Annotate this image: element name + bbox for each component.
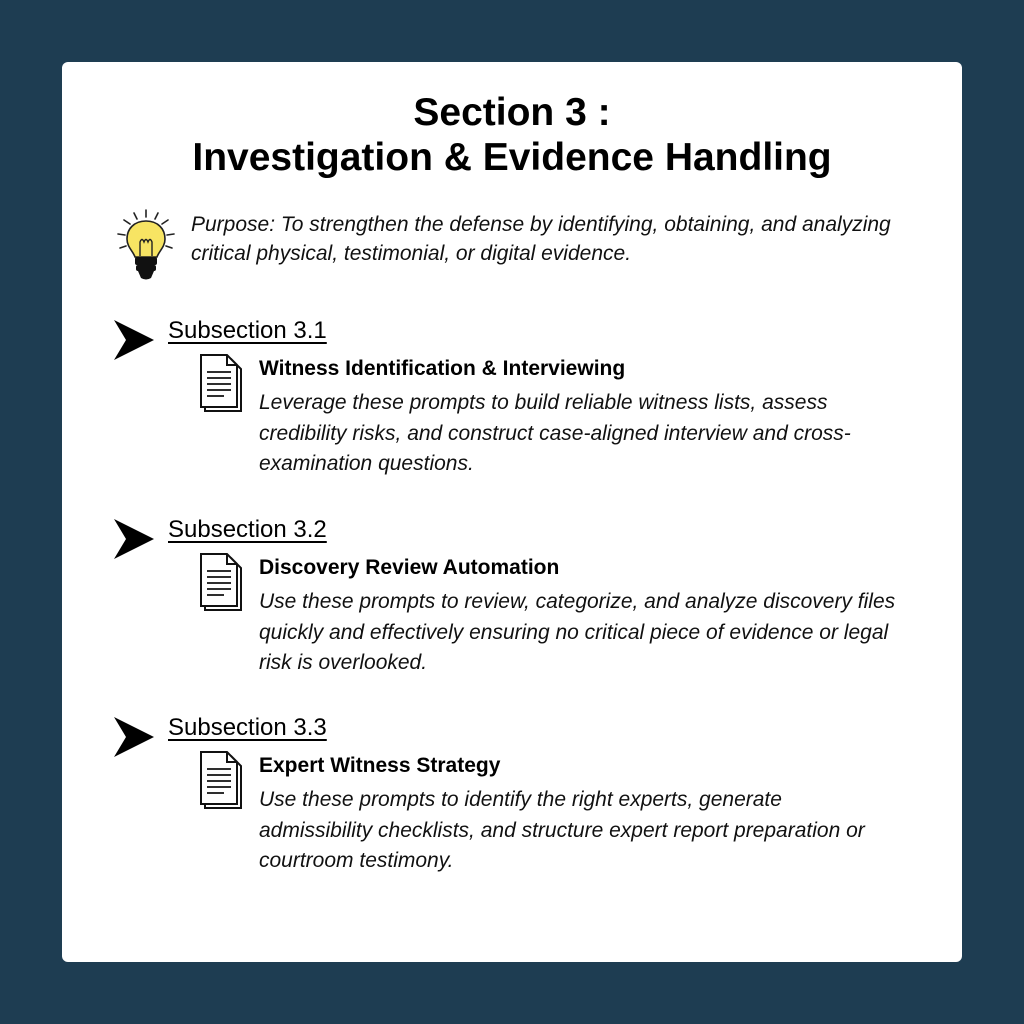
subsection-3-2	[112, 513, 932, 693]
arrow-pointer-icon	[112, 715, 156, 759]
subsection-title: Discovery Review Automation	[259, 556, 560, 579]
document-icon	[198, 751, 246, 811]
subsection-3-1	[112, 314, 932, 494]
title-line-2: Investigation & Evidence Handling	[192, 136, 832, 179]
subsection-heading: Subsection 3.2	[168, 516, 327, 543]
subsection-description: Use these prompts to identify the right experts, generate admissibility checklists, and structure expert report preparation or courtroom testimony.	[259, 788, 865, 872]
subsection-heading: Subsection 3.1	[168, 317, 327, 344]
subsection-description: Leverage these prompts to build reliable witness lists, assess credibility risks, and construct case-aligned interview and cross-examination questions.	[259, 391, 851, 475]
subsection-title: Witness Identification & Interviewing	[259, 357, 626, 380]
arrow-pointer-icon	[112, 517, 156, 561]
document-icon	[198, 354, 246, 414]
subsection-description: Use these prompts to review, categorize, and analyze discovery files quickly and effectively ensuring no critical piece of evidence or legal risk is overlooked.	[259, 590, 896, 674]
document-icon	[198, 553, 246, 613]
subsection-heading: Subsection 3.3	[168, 714, 327, 741]
content-card	[62, 62, 962, 962]
arrow-pointer-icon	[112, 318, 156, 362]
purpose-text: Purpose: To strengthen the defense by identifying, obtaining, and analyzing critical physical, testimonial, or digital evidence.	[191, 213, 891, 265]
title-line-1: Section 3 :	[413, 91, 611, 134]
subsection-title: Expert Witness Strategy	[259, 754, 501, 777]
purpose-block	[112, 210, 932, 290]
page-title	[62, 90, 962, 180]
subsection-3-3	[112, 711, 932, 891]
lightbulb-icon	[112, 208, 182, 284]
